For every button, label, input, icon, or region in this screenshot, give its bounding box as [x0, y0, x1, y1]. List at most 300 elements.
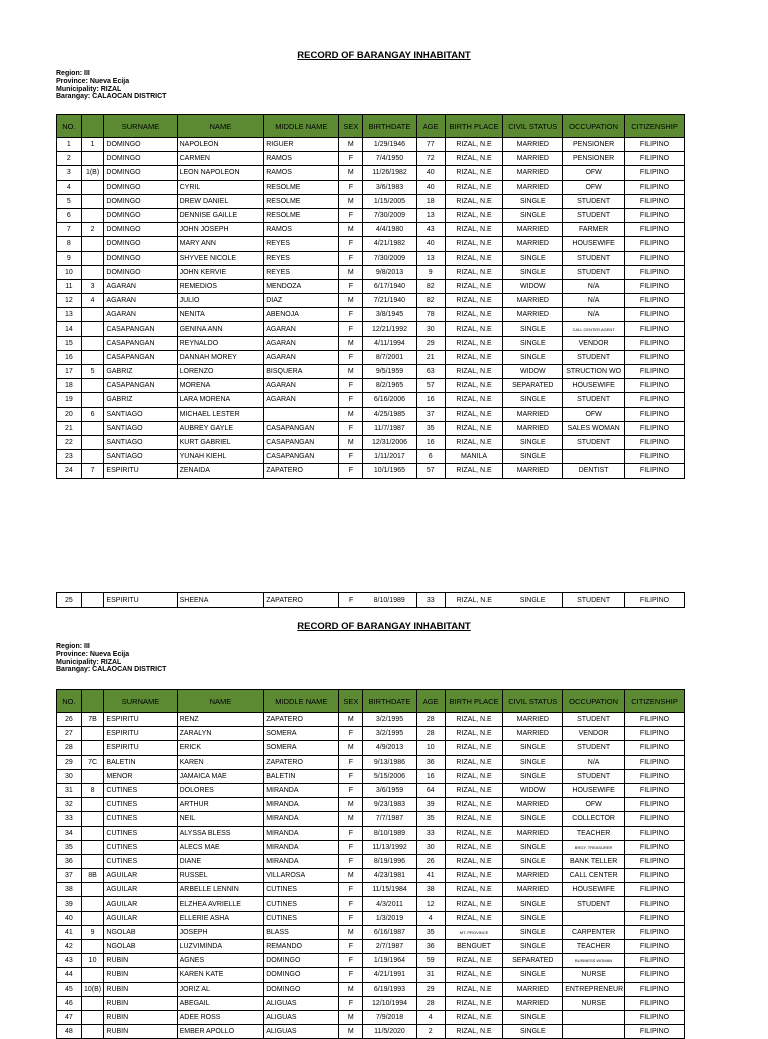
cell-hh: 8B	[81, 869, 104, 883]
cell-hh	[81, 208, 104, 222]
cell-age: 43	[416, 223, 445, 237]
cell-middle-name	[264, 407, 339, 421]
cell-age: 82	[416, 279, 445, 293]
cell-age: 72	[416, 152, 445, 166]
cell-name: JOHN JOSEPH	[177, 223, 264, 237]
row-sex: F	[339, 593, 363, 608]
cell-surname: RUBIN	[104, 996, 177, 1010]
cell-occupation: N/A	[563, 279, 625, 293]
cell-sex: F	[339, 968, 363, 982]
cell-hh: 1(B)	[81, 166, 104, 180]
table-row	[57, 954, 685, 968]
cell-citizenship: FILIPINO	[625, 883, 685, 897]
cell-sex: M	[339, 194, 363, 208]
cell-surname: ESPIRITU	[104, 727, 177, 741]
cell-occupation: STUDENT	[563, 769, 625, 783]
cell-birth-place: RIZAL, N.E	[445, 208, 503, 222]
cell-surname: AGUILAR	[104, 883, 177, 897]
cell-age: 63	[416, 365, 445, 379]
cell-name: DIANE	[177, 854, 264, 868]
cell-age: 57	[416, 464, 445, 478]
cell-no: 32	[57, 798, 82, 812]
cell-occupation: N/A	[563, 294, 625, 308]
cell-no: 34	[57, 826, 82, 840]
cell-birth-place: RIZAL, N.E	[445, 336, 503, 350]
cell-citizenship: FILIPINO	[625, 727, 685, 741]
cell-civil-status: MARRIED	[503, 166, 563, 180]
cell-middle-name: RESOLME	[264, 208, 339, 222]
cell-civil-status: SINGLE	[503, 208, 563, 222]
cell-citizenship: FILIPINO	[625, 237, 685, 251]
cell-age: 38	[416, 883, 445, 897]
cell-citizenship: FILIPINO	[625, 741, 685, 755]
cell-hh	[81, 379, 104, 393]
cell-hh	[81, 308, 104, 322]
cell-birthdate: 10/1/1965	[363, 464, 417, 478]
cell-surname: SANTIAGO	[104, 407, 177, 421]
cell-sex: F	[339, 727, 363, 741]
cell-sex: F	[339, 180, 363, 194]
cell-age: 9	[416, 265, 445, 279]
table-row	[57, 755, 685, 769]
cell-hh	[81, 152, 104, 166]
cell-hh: 2	[81, 223, 104, 237]
table-row	[57, 1010, 685, 1024]
row-civil-status: SINGLE	[503, 593, 563, 608]
cell-civil-status: MARRIED	[503, 798, 563, 812]
cell-hh	[81, 840, 104, 854]
cell-civil-status: MARRIED	[503, 152, 563, 166]
cell-birthdate: 11/15/1984	[363, 883, 417, 897]
cell-sex: M	[339, 336, 363, 350]
cell-name: ZARALYN	[177, 727, 264, 741]
cell-surname: CUTINES	[104, 798, 177, 812]
row-surname: ESPIRITU	[104, 593, 177, 608]
table-row	[57, 996, 685, 1010]
cell-occupation: STUDENT	[563, 713, 625, 727]
cell-occupation: PENSIONER	[563, 152, 625, 166]
cell-civil-status: MARRIED	[503, 869, 563, 883]
cell-civil-status: SINGLE	[503, 897, 563, 911]
cell-birthdate: 7/30/2009	[363, 208, 417, 222]
table-row	[57, 982, 685, 996]
cell-age: 28	[416, 727, 445, 741]
cell-civil-status: SINGLE	[503, 755, 563, 769]
cell-surname: ESPIRITU	[104, 713, 177, 727]
cell-middle-name: MIRANDA	[264, 812, 339, 826]
cell-birth-place: BENGUET	[445, 940, 503, 954]
cell-name: ALECS MAE	[177, 840, 264, 854]
table-row	[57, 336, 685, 350]
cell-citizenship: FILIPINO	[625, 308, 685, 322]
cell-middle-name: DOMINGO	[264, 982, 339, 996]
cell-birthdate: 1/29/1946	[363, 138, 417, 152]
cell-hh: 7	[81, 464, 104, 478]
row-occupation: STUDENT	[563, 593, 625, 608]
cell-birth-place: RIZAL, N.E	[445, 812, 503, 826]
cell-civil-status: MARRIED	[503, 407, 563, 421]
cell-civil-status: MARRIED	[503, 996, 563, 1010]
cell-occupation: NURSE	[563, 968, 625, 982]
cell-occupation: OFW	[563, 180, 625, 194]
cell-name: JULIO	[177, 294, 264, 308]
cell-name: SHYVEE NICOLE	[177, 251, 264, 265]
cell-citizenship: FILIPINO	[625, 911, 685, 925]
cell-name: YUNAH KIEHL	[177, 450, 264, 464]
cell-hh: 9	[81, 925, 104, 939]
cell-name: AGNES	[177, 954, 264, 968]
cell-no: 12	[57, 294, 82, 308]
cell-surname: CUTINES	[104, 840, 177, 854]
cell-surname: CASAPANGAN	[104, 336, 177, 350]
cell-age: 77	[416, 138, 445, 152]
header-name: NAME	[177, 690, 264, 713]
cell-citizenship: FILIPINO	[625, 812, 685, 826]
cell-civil-status: SINGLE	[503, 812, 563, 826]
cell-citizenship: FILIPINO	[625, 365, 685, 379]
cell-birthdate: 7/21/1940	[363, 294, 417, 308]
cell-sex: M	[339, 407, 363, 421]
cell-surname: SANTIAGO	[104, 435, 177, 449]
cell-age: 16	[416, 393, 445, 407]
cell-age: 82	[416, 294, 445, 308]
cell-name: ELLERIE ASHA	[177, 911, 264, 925]
header-surname: SURNAME	[104, 115, 177, 138]
cell-birth-place: RIZAL, N.E	[445, 166, 503, 180]
cell-hh	[81, 968, 104, 982]
cell-birthdate: 12/21/1992	[363, 322, 417, 336]
cell-citizenship: FILIPINO	[625, 421, 685, 435]
cell-middle-name: RAMOS	[264, 152, 339, 166]
cell-name: GENINA ANN	[177, 322, 264, 336]
cell-citizenship: FILIPINO	[625, 968, 685, 982]
cell-occupation: STRUCTION WO	[563, 365, 625, 379]
cell-birth-place: RIZAL, N.E	[445, 251, 503, 265]
cell-middle-name: BISQUERA	[264, 365, 339, 379]
cell-citizenship: FILIPINO	[625, 869, 685, 883]
cell-sex: F	[339, 379, 363, 393]
cell-birthdate: 1/15/2005	[363, 194, 417, 208]
cell-birthdate: 9/13/1986	[363, 755, 417, 769]
cell-civil-status: SINGLE	[503, 840, 563, 854]
cell-birthdate: 1/3/2019	[363, 911, 417, 925]
cell-surname: DOMINGO	[104, 265, 177, 279]
header-birthdate: BIRTHDATE	[363, 115, 417, 138]
cell-sex: F	[339, 755, 363, 769]
cell-civil-status: MARRIED	[503, 294, 563, 308]
cell-no: 4	[57, 180, 82, 194]
cell-sex: M	[339, 869, 363, 883]
cell-hh	[81, 727, 104, 741]
cell-age: 28	[416, 996, 445, 1010]
cell-hh: 1	[81, 138, 104, 152]
cell-no: 18	[57, 379, 82, 393]
cell-surname: AGUILAR	[104, 911, 177, 925]
cell-sex: F	[339, 421, 363, 435]
cell-civil-status: SINGLE	[503, 393, 563, 407]
table-row	[57, 180, 685, 194]
cell-hh	[81, 883, 104, 897]
cell-citizenship: FILIPINO	[625, 393, 685, 407]
header-middle-name: MIDDLE NAME	[264, 690, 339, 713]
cell-no: 40	[57, 911, 82, 925]
cell-sex: M	[339, 265, 363, 279]
cell-hh: 7B	[81, 713, 104, 727]
cell-middle-name: DIAZ	[264, 294, 339, 308]
cell-no: 37	[57, 869, 82, 883]
header-middle-name: MIDDLE NAME	[264, 115, 339, 138]
cell-no: 20	[57, 407, 82, 421]
cell-sex: M	[339, 982, 363, 996]
table-row	[57, 854, 685, 868]
cell-civil-status: SINGLE	[503, 925, 563, 939]
cell-occupation: STUDENT	[563, 265, 625, 279]
header-citizenship: CITIZENSHIP	[625, 690, 685, 713]
cell-name: JAMAICA MAE	[177, 769, 264, 783]
cell-civil-status: MARRIED	[503, 464, 563, 478]
cell-civil-status: MARRIED	[503, 180, 563, 194]
cell-occupation: DENTIST	[563, 464, 625, 478]
cell-occupation: PENSIONER	[563, 138, 625, 152]
cell-middle-name: BLASS	[264, 925, 339, 939]
cell-birth-place: RIZAL, N.E	[445, 421, 503, 435]
table-header-row	[57, 690, 685, 713]
cell-no: 1	[57, 138, 82, 152]
cell-middle-name: SOMERA	[264, 741, 339, 755]
cell-birth-place: RIZAL, N.E	[445, 350, 503, 364]
cell-age: 4	[416, 911, 445, 925]
cell-birthdate: 8/7/2001	[363, 350, 417, 364]
cell-sex: M	[339, 812, 363, 826]
cell-age: 36	[416, 940, 445, 954]
cell-age: 35	[416, 812, 445, 826]
cell-middle-name: CASAPANGAN	[264, 435, 339, 449]
cell-name: EMBER APOLLO	[177, 1025, 264, 1039]
cell-no: 8	[57, 237, 82, 251]
cell-sex: F	[339, 996, 363, 1010]
cell-name: KAREN	[177, 755, 264, 769]
page-title-2: RECORD OF BARANGAY INHABITANT	[297, 621, 471, 632]
cell-civil-status: SINGLE	[503, 435, 563, 449]
cell-age: 2	[416, 1025, 445, 1039]
table-row	[57, 812, 685, 826]
cell-no: 14	[57, 322, 82, 336]
cell-hh	[81, 1010, 104, 1024]
cell-no: 7	[57, 223, 82, 237]
cell-citizenship: FILIPINO	[625, 180, 685, 194]
cell-citizenship: FILIPINO	[625, 783, 685, 797]
table-row	[57, 208, 685, 222]
cell-surname: RUBIN	[104, 1010, 177, 1024]
cell-surname: RUBIN	[104, 1025, 177, 1039]
cell-name: ELZHEA AVRIELLE	[177, 897, 264, 911]
cell-birth-place: RIZAL, N.E	[445, 982, 503, 996]
cell-name: LUZVIMINDA	[177, 940, 264, 954]
cell-birthdate: 7/7/1987	[363, 812, 417, 826]
cell-birthdate: 9/5/1959	[363, 365, 417, 379]
table-row	[57, 435, 685, 449]
cell-occupation: STUDENT	[563, 393, 625, 407]
cell-name: MARY ANN	[177, 237, 264, 251]
cell-occupation: CALL CENTER	[563, 869, 625, 883]
cell-no: 27	[57, 727, 82, 741]
cell-name: JORIZ AL	[177, 982, 264, 996]
cell-sex: M	[339, 1025, 363, 1039]
cell-occupation	[563, 1010, 625, 1024]
cell-sex: M	[339, 1010, 363, 1024]
cell-sex: F	[339, 152, 363, 166]
cell-civil-status: SINGLE	[503, 911, 563, 925]
table-row	[57, 223, 685, 237]
cell-birth-place: RIZAL, N.E	[445, 180, 503, 194]
table-row	[57, 407, 685, 421]
row-age: 33	[416, 593, 445, 608]
row-no: 25	[57, 593, 82, 608]
table-row	[57, 897, 685, 911]
cell-age: 16	[416, 435, 445, 449]
cell-civil-status: MARRIED	[503, 826, 563, 840]
cell-birthdate: 5/15/2006	[363, 769, 417, 783]
cell-birthdate: 11/5/2020	[363, 1025, 417, 1039]
cell-sex: F	[339, 322, 363, 336]
cell-middle-name: CUTINES	[264, 883, 339, 897]
cell-middle-name: RESOLME	[264, 194, 339, 208]
table-row	[57, 883, 685, 897]
cell-middle-name: AGARAN	[264, 336, 339, 350]
cell-hh	[81, 826, 104, 840]
cell-birthdate: 4/9/2013	[363, 741, 417, 755]
cell-no: 9	[57, 251, 82, 265]
cell-occupation: N/A	[563, 308, 625, 322]
cell-no: 3	[57, 166, 82, 180]
cell-occupation: SALES WOMAN	[563, 421, 625, 435]
cell-citizenship: FILIPINO	[625, 755, 685, 769]
cell-civil-status: MARRIED	[503, 421, 563, 435]
cell-no: 45	[57, 982, 82, 996]
cell-civil-status: SINGLE	[503, 854, 563, 868]
cell-civil-status: SINGLE	[503, 336, 563, 350]
cell-age: 35	[416, 925, 445, 939]
cell-surname: GABRIZ	[104, 365, 177, 379]
cell-sex: F	[339, 883, 363, 897]
cell-occupation: HOUSEWIFE	[563, 237, 625, 251]
cell-civil-status: MARRIED	[503, 727, 563, 741]
cell-surname: DOMINGO	[104, 194, 177, 208]
cell-middle-name: MENDOZA	[264, 279, 339, 293]
cell-middle-name: ABENOJA	[264, 308, 339, 322]
header-age: AGE	[416, 690, 445, 713]
cell-birth-place: RIZAL, N.E	[445, 783, 503, 797]
cell-sex: M	[339, 223, 363, 237]
cell-citizenship: FILIPINO	[625, 435, 685, 449]
cell-birthdate: 4/11/1994	[363, 336, 417, 350]
cell-birthdate: 4/23/1981	[363, 869, 417, 883]
cell-citizenship: FILIPINO	[625, 194, 685, 208]
cell-middle-name: SOMERA	[264, 727, 339, 741]
cell-sex: M	[339, 925, 363, 939]
cell-sex: F	[339, 237, 363, 251]
cell-middle-name: MIRANDA	[264, 826, 339, 840]
cell-birth-place: RIZAL, N.E	[445, 854, 503, 868]
cell-civil-status: SINGLE	[503, 1025, 563, 1039]
row-name: SHEENA	[177, 593, 264, 608]
cell-age: 26	[416, 854, 445, 868]
cell-citizenship: FILIPINO	[625, 138, 685, 152]
cell-sex: M	[339, 365, 363, 379]
cell-birth-place: RIZAL, N.E	[445, 713, 503, 727]
cell-occupation: HOUSEWIFE	[563, 783, 625, 797]
cell-sex: M	[339, 138, 363, 152]
table-row	[57, 294, 685, 308]
header-birthdate: BIRTHDATE	[363, 690, 417, 713]
cell-no: 15	[57, 336, 82, 350]
cell-hh	[81, 897, 104, 911]
header-birth-place: BIRTH PLACE	[445, 115, 503, 138]
table-row	[57, 166, 685, 180]
table-row	[57, 840, 685, 854]
cell-hh: 4	[81, 294, 104, 308]
cell-middle-name: CASAPANGAN	[264, 421, 339, 435]
cell-surname: AGUILAR	[104, 869, 177, 883]
cell-birth-place: RIZAL, N.E	[445, 279, 503, 293]
cell-age: 28	[416, 713, 445, 727]
cell-birth-place: RIZAL, N.E	[445, 294, 503, 308]
cell-birthdate: 11/26/1982	[363, 166, 417, 180]
cell-age: 10	[416, 741, 445, 755]
cell-surname: RUBIN	[104, 968, 177, 982]
cell-no: 47	[57, 1010, 82, 1024]
cell-birth-place: RIZAL, N.E	[445, 954, 503, 968]
cell-birthdate: 7/30/2009	[363, 251, 417, 265]
cell-sex: F	[339, 464, 363, 478]
cell-civil-status: SINGLE	[503, 769, 563, 783]
cell-no: 24	[57, 464, 82, 478]
cell-age: 33	[416, 826, 445, 840]
region-label: Region: III	[56, 643, 90, 650]
cell-age: 30	[416, 840, 445, 854]
cell-middle-name: AGARAN	[264, 350, 339, 364]
cell-no: 21	[57, 421, 82, 435]
cell-age: 13	[416, 208, 445, 222]
cell-age: 59	[416, 954, 445, 968]
cell-middle-name: RAMOS	[264, 166, 339, 180]
cell-name: CYRIL	[177, 180, 264, 194]
cell-surname: AGARAN	[104, 308, 177, 322]
cell-middle-name: ZAPATERO	[264, 464, 339, 478]
table-row	[57, 308, 685, 322]
cell-citizenship: FILIPINO	[625, 294, 685, 308]
cell-name: LORENZO	[177, 365, 264, 379]
cell-name: REMEDIOS	[177, 279, 264, 293]
cell-age: 4	[416, 1010, 445, 1024]
cell-civil-status: MARRIED	[503, 883, 563, 897]
cell-sex: F	[339, 840, 363, 854]
cell-name: MICHAEL LESTER	[177, 407, 264, 421]
cell-hh: 6	[81, 407, 104, 421]
cell-surname: CASAPANGAN	[104, 322, 177, 336]
table-row	[57, 713, 685, 727]
cell-surname: DOMINGO	[104, 237, 177, 251]
cell-occupation: STUDENT	[563, 208, 625, 222]
cell-occupation: N/A	[563, 755, 625, 769]
cell-birth-place: MT. PROVINCE	[445, 925, 503, 939]
cell-sex: M	[339, 713, 363, 727]
cell-civil-status: SINGLE	[503, 265, 563, 279]
barangay-label: Barangay: CALAOCAN DISTRICT	[56, 666, 167, 674]
cell-birthdate: 9/8/2013	[363, 265, 417, 279]
cell-no: 48	[57, 1025, 82, 1039]
cell-no: 41	[57, 925, 82, 939]
